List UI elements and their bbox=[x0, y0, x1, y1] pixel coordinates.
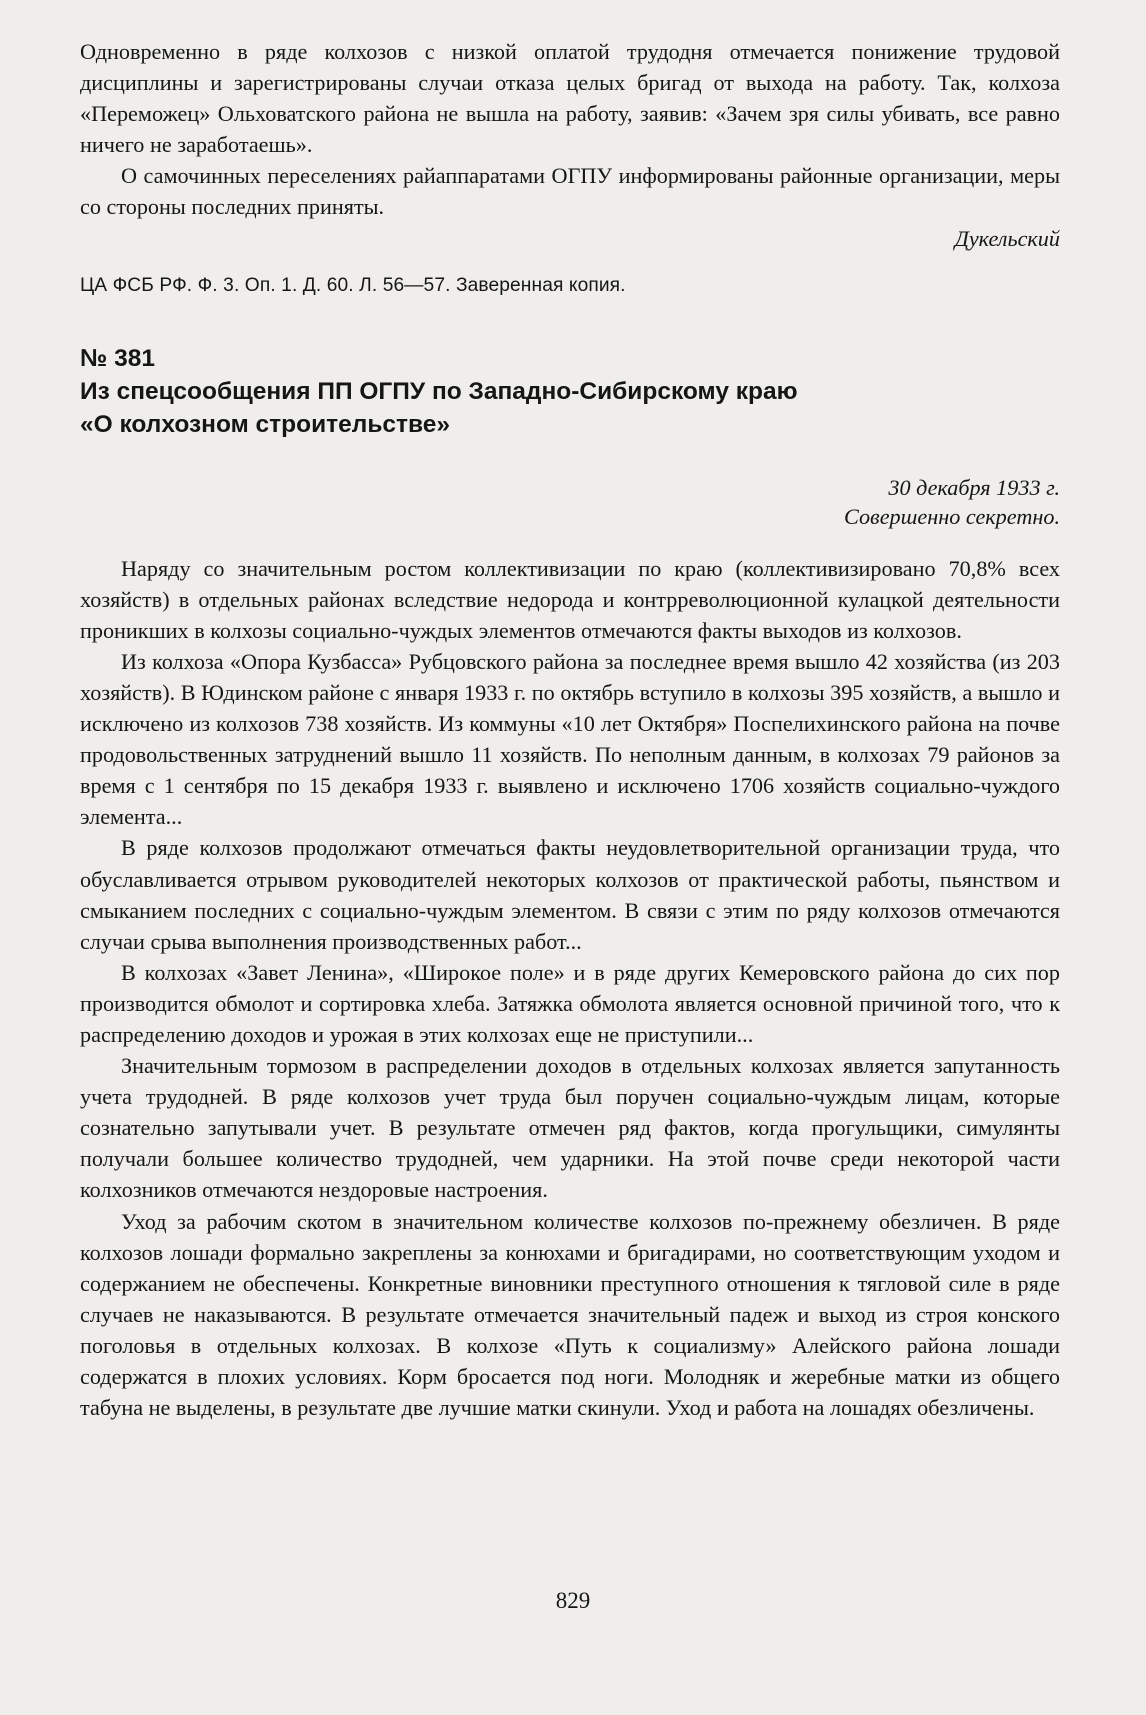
body-paragraph-3: В ряде колхозов продолжают отмечаться факты неудовлетворительной организации труда, что обуславливается отрывом руководителей некоторых колхозов от практической работы, пьянством и смыканием последних с социально-чуждым элементом. В связи с этим по ряду колхозов отмечаются случаи срыва выполнения производственных работ... bbox=[80, 835, 1060, 954]
intro-paragraph-2: О самочинных переселениях райаппаратами ОГПУ информированы районные организации, меры со стороны последних приняты. bbox=[80, 163, 1060, 220]
intro-paragraph-1: Одновременно в ряде колхозов с низкой оплатой трудодня отмечается понижение трудовой дисциплины и зарегистрированы случаи отказа целых бригад от выхода на работу. Так, колхоза «Переможец» Ольховатского района не вышла на работу, заявив: «Зачем зря силы убивать, все равно ничего не заработаешь». bbox=[80, 39, 1060, 158]
body-paragraph-5: Значительным тормозом в распределении доходов в отдельных колхозах является запутанность учета трудодней. В ряде колхозов учет труда был поручен социально-чуждым лицам, которые сознательно запутывали учет. В результате отмечен ряд фактов, когда прогульщики, симулянты получали большее количество трудодней, чем ударники. На этой почве среди некоторой части колхозников отмечаются нездоровые настроения. bbox=[80, 1053, 1060, 1203]
body-paragraph-6: Уход за рабочим скотом в значительном количестве колхозов по-прежнему обезличен. В ряде колхозов лошади формально закреплены за конюхами и бригадирами, но соответствующим уходом и содержанием не обеспечены. Конкретные виновники преступного отношения к тягловой силе в ряде случаев не наказываются. В результате отмечается значительный падеж и выход из строя конского поголовья в отдельных колхозах. В колхозе «Путь к социализму» Алейского района лошади содержатся в плохих условиях. Корм бросается под ноги. Молодняк и жеребные матки из общего табуна не выделены, в результате две лучшие матки скинули. Уход и работа на лошадях обезличены. bbox=[80, 1208, 1060, 1421]
document-date: 30 декабря 1933 г. bbox=[888, 474, 1060, 500]
page-number: 829 bbox=[555, 1588, 591, 1613]
classification-mark: Совершенно секретно. bbox=[844, 503, 1060, 529]
body-paragraph-1: Наряду со значительным ростом коллективизации по краю (коллективизировано 70,8% всех хозяйств) в отдельных районах вследствие недорода и контрреволюционной кулацкой деятельности проникших в колхозы социально-чуждых элементов отмечаются факты выходов из колхозов. bbox=[80, 555, 1060, 643]
archive-reference: ЦА ФСБ РФ. Ф. 3. Оп. 1. Д. 60. Л. 56—57. Заверенная копия. bbox=[80, 274, 626, 296]
document-title: Из спецсообщения ПП ОГПУ по Западно-Сибирскому краю «О колхозном строительстве» bbox=[80, 377, 798, 438]
page-content bbox=[80, 36, 1060, 1423]
signature: Дукельский bbox=[954, 225, 1060, 251]
body-paragraph-2: Из колхоза «Опора Кузбасса» Рубцовского района за последнее время вышло 42 хозяйства (из 203 хозяйств). В Юдинском районе с января 1933 г. по октябрь вступило в колхозы 395 хозяйств, а вышло и исключено из колхозов 738 хозяйств. Из коммуны «10 лет Октября» Поспелихинского района на почве продовольственных затруднений вышло 11 хозяйств. По неполным данным, в колхозах 79 районов за время с 1 сентября по 15 декабря 1933 г. выявлено и исключено 1706 хозяйств социально-чуждого элемента... bbox=[80, 648, 1060, 830]
body-paragraph-4: В колхозах «Завет Ленина», «Широкое поле» и в ряде других Кемеровского района до сих пор производится обмолот и сортировка хлеба. Затяжка обмолота является основной причиной того, что к распределению доходов и урожая в этих колхозах еще не приступили... bbox=[80, 959, 1060, 1047]
document-number: № 381 bbox=[80, 344, 155, 372]
